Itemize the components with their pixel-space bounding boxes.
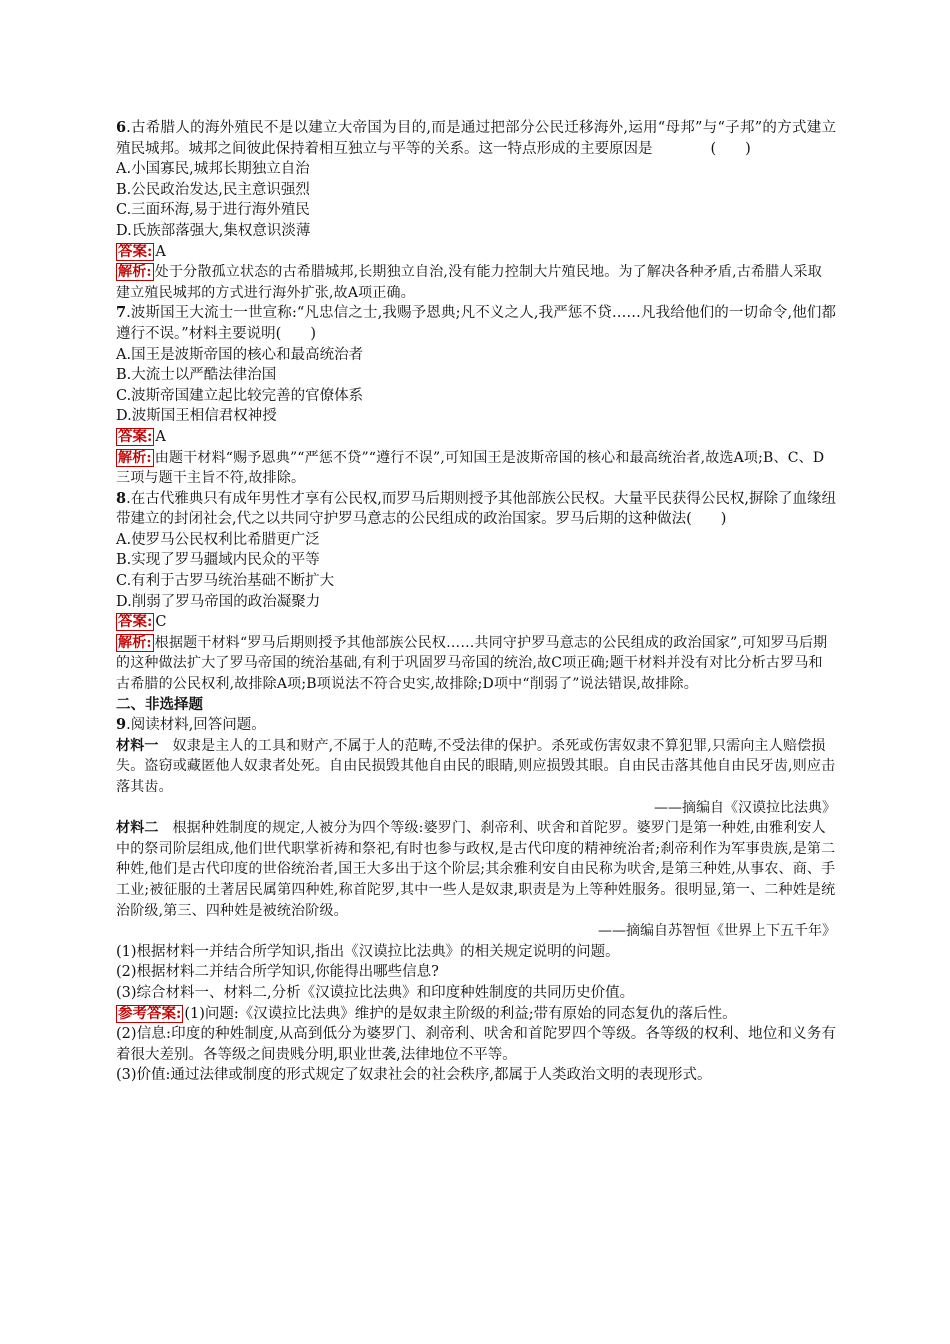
q7-option-b: B.大流士以严酷法律治国 <box>116 367 277 384</box>
q9-question-3: (3)综合材料一、材料二,分析《汉谟拉比法典》和印度种姓制度的共同历史价值。 <box>116 984 635 1001</box>
q7-option-a: A.国王是波斯帝国的核心和最高统治者 <box>116 346 364 363</box>
q9-reference-answer-1: 参考答案: (1)问题:《汉谟拉比法典》维护的是奴隶主阶级的利益;带有原始的同态复仇的落后性。 <box>118 1004 737 1022</box>
material-two-label: 材料二 <box>116 820 159 837</box>
q7-answer: 答案: A <box>118 427 166 445</box>
q9-stem: 9.阅读材料,回答问题。 <box>116 716 266 734</box>
answer-tag: 答案: <box>118 427 153 445</box>
q7-option-c: C.波斯帝国建立起比较完善的官僚体系 <box>116 387 364 404</box>
q7-option-d: D.波斯国王相信君权神授 <box>116 408 277 425</box>
answer-tag: 答案: <box>118 242 153 260</box>
q8-stem: 8.在古代雅典只有成年男性才享有公民权,而罗马后期则授予其他部族公民权。大量平民获得公民权,摒除了血缘纽带建立的封闭社会,代之以共同守护罗马意志的公民组成的政治国家。罗马后期的这种做法( ) <box>116 489 836 528</box>
material-one: 材料一 奴隶是主人的工具和财产,不属于人的范畴,不受法律的保护。杀死或伤害奴隶不算犯罪,只需向主人赔偿损失。盗窃或藏匿他人奴隶者处死。自由民损毁其他自由民的眼睛,则应损毁其眼。自由民击落其他自由民牙齿,则应击落其齿。 <box>116 737 836 795</box>
q6-answer: 答案: A <box>118 242 166 260</box>
q6-option-d: D.氏族部落强大,集权意识淡薄 <box>116 222 311 239</box>
q8-number: 8 <box>116 489 127 507</box>
q7-analysis: 解析: 由题干材料“赐予恩典”“严惩不贷”“遵行不误”,可知国王是波斯帝国的核心和最高统治者,故选A项;B、C、D三项与题干主旨不符,故排除。 <box>116 449 825 487</box>
q6-option-b: B.公民政治发达,民主意识强烈 <box>116 181 310 198</box>
q9-question-2: (2)根据材料二并结合所学知识,你能得出哪些信息? <box>116 964 439 981</box>
analysis-tag: 解析: <box>118 634 152 651</box>
q6-stem: 6.古希腊人的海外殖民不是以建立大帝国为目的,而是通过把部分公民迁移海外,运用“母邦”与“子邦”的方式建立殖民城邦。城邦之间彼此保持着相互独立与平等的关系。这一特点形成的主要原因是 ( ) <box>116 119 836 157</box>
q8-option-c: C.有利于古罗马统治基础不断扩大 <box>116 573 335 590</box>
exam-page <box>116 118 836 1086</box>
material-one-label: 材料一 <box>116 737 159 754</box>
answer-tag: 答案: <box>118 613 153 631</box>
q9-reference-answer-3: (3)价值:通过法律或制度的形式规定了奴隶社会的社会秩序,都属于人类政治文明的表现形式。 <box>116 1067 712 1084</box>
q6-number: 6 <box>116 119 127 136</box>
section-heading: 二、非选择题 <box>116 695 203 713</box>
q7-number: 7 <box>116 304 127 322</box>
material-one-source: ——摘编自《汉谟拉比法典》 <box>654 799 836 816</box>
q9-question-1: (1)根据材料一并结合所学知识,指出《汉谟拉比法典》的相关规定说明的问题。 <box>116 943 620 960</box>
q8-option-b: B.实现了罗马疆域内民众的平等 <box>116 552 320 569</box>
q7-stem: 7.波斯国王大流士一世宣称:“凡忠信之士,我赐予恩典;凡不义之人,我严惩不贷……凡我给他们的一切命令,他们都遵行不误。”材料主要说明( ) <box>116 304 836 342</box>
analysis-tag: 解析: <box>118 264 152 281</box>
q6-option-a: A.小国寡民,城邦长期独立自治 <box>116 161 310 178</box>
q6-analysis: 解析: 处于分散孤立状态的古希腊城邦,长期独立自治,没有能力控制大片殖民地。为了解决各种矛盾,古希腊人采取建立殖民城邦的方式进行海外扩张,故A项正确。 <box>116 264 822 301</box>
reference-answer-tag: 参考答案: <box>118 1004 182 1022</box>
q8-answer: 答案: C <box>118 613 167 631</box>
analysis-tag: 解析: <box>118 449 152 466</box>
material-two: 材料二 根据种姓制度的规定,人被分为四个等级:婆罗门、刹帝利、吠舍和首陀罗。婆罗门是第一种姓,由雅利安人中的祭司阶层组成,他们世代职掌祈祷和祭祀,有时也参与政权,是古代印度的精神统治者;刹帝利作为军事贵族,是第二种姓,他们是古代印度的世俗统治者,国王大多出于这个阶层;其余雅利安自由民称为吠舍,是第三种姓,从事农、商、手工业;被征服的土著居民属第四种姓,称首陀罗,其中一些人是奴隶,职责是为上等种姓服务。很明显,第一、二种姓是统治阶级,第三、四种姓是被统治阶级。 <box>116 820 836 919</box>
q8-option-d: D.削弱了罗马帝国的政治凝聚力 <box>116 593 321 610</box>
q9-reference-answer-2: (2)信息:印度的种姓制度,从高到低分为婆罗门、刹帝利、吠舍和首陀罗四个等级。各等级的权利、地位和义务有着很大差别。各等级之间贵贱分明,职业世袭,法律地位不平等。 <box>116 1026 836 1063</box>
q6-option-c: C.三面环海,易于进行海外殖民 <box>116 202 310 219</box>
q9-number: 9 <box>116 716 127 734</box>
q8-analysis: 解析: 根据题干材料“罗马后期则授予其他部族公民权……共同守护罗马意志的公民组成的政治国家”,可知罗马后期的这种做法扩大了罗马帝国的统治基础,有利于巩固罗马帝国的统治,故C项正确;题干材料并没有对比分析古罗马和古希腊的公民权利,故排除A项;B项说法不符合史实,故排除;D项中“削弱了”说法错误,故排除。 <box>116 634 828 693</box>
material-two-source: ——摘编自苏智恒《世界上下五千年》 <box>598 923 836 940</box>
q8-option-a: A.使罗马公民权利比希腊更广泛 <box>116 531 320 548</box>
